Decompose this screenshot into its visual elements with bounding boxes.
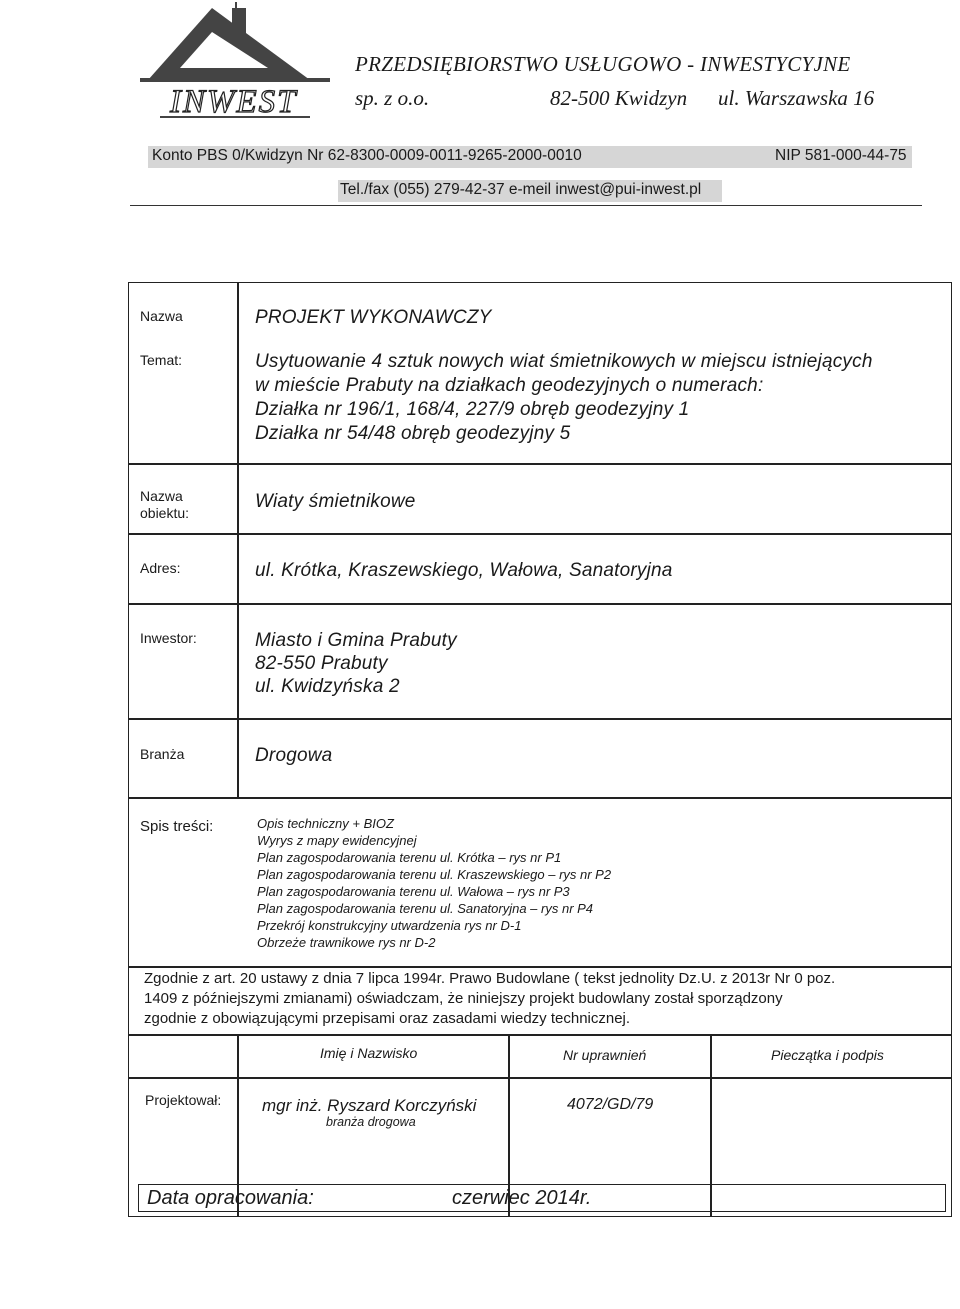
nazwa-label: Nazwa: [140, 308, 183, 324]
project-type: PROJEKT WYKONAWCZY: [255, 307, 492, 328]
contents-item: Obrzeże trawnikowe rys nr D-2: [257, 935, 436, 950]
header-divider: [130, 205, 922, 206]
contents-item: Plan zagospodarowania terenu ul. Kraszewskiego – rys nr P2: [257, 867, 612, 882]
company-name: PRZEDSIĘBIORSTWO USŁUGOWO - INWESTYCYJNE: [355, 52, 851, 76]
contents-item: Plan zagospodarowania terenu ul. Wałowa – rys nr P3: [257, 884, 570, 899]
contents-item: Plan zagospodarowania terenu ul. Krótka – rys nr P1: [257, 850, 562, 865]
logo-text: INWEST: [170, 84, 298, 120]
statement-line: Zgodnie z art. 20 ustawy z dnia 7 lipca 1994r. Prawo Budowlane ( tekst jednolity Dz.U. z 2013r Nr 0 poz.: [144, 970, 836, 987]
designer-branch: branża drogowa: [326, 1115, 416, 1129]
investor-line: Miasto i Gmina Prabuty: [255, 630, 457, 651]
obiekt-label: Nazwa: [140, 488, 183, 504]
investor-line: 82-550 Prabuty: [255, 653, 388, 674]
contents-item: Wyrys z mapy ewidencyjnej: [257, 833, 417, 848]
contents-item: Plan zagospodarowania terenu ul. Sanatoryjna – rys nr P4: [257, 901, 594, 916]
branch-value: Drogowa: [255, 745, 333, 766]
address-value: ul. Krótka, Kraszewskiego, Wałowa, Sanatoryjna: [255, 560, 673, 581]
adres-label: Adres:: [140, 560, 181, 576]
row-divider: [128, 603, 952, 605]
row-divider: [128, 533, 952, 535]
spis-label: Spis treści:: [140, 818, 214, 835]
label-column-divider: [237, 282, 239, 797]
nip-number: NIP 581-000-44-75: [775, 147, 907, 164]
col-header-name: Imię i Nazwisko: [320, 1045, 418, 1061]
company-form: sp. z o.o.: [355, 86, 430, 110]
statement-line: 1409 z późniejszymi zmianami) oświadczam, że niniejszy projekt budowlany został sporządzony: [144, 990, 783, 1007]
temat-line: w mieście Prabuty na działkach geodezyjnych o numerach:: [255, 375, 764, 396]
temat-line: Działka nr 54/48 obręb geodezyjny 5: [255, 423, 571, 444]
contents-item: Przekrój konstrukcyjny utwardzenia rys nr D-1: [257, 918, 522, 933]
row-divider: [128, 966, 952, 968]
col-header-license: Nr uprawnień: [563, 1047, 647, 1063]
date-label: Data opracowania:: [147, 1187, 314, 1209]
bank-account: Konto PBS 0/Kwidzyn Nr 62-8300-0009-0011-9265-2000-0010: [152, 147, 582, 164]
inwestor-label: Inwestor:: [140, 630, 197, 646]
company-city: 82-500 Kwidzyn: [550, 86, 688, 110]
contact-info: Tel./fax (055) 279-42-37 e-meil inwest@pui-inwest.pl: [340, 181, 702, 198]
temat-line: Działka nr 196/1, 168/4, 227/9 obręb geodezyjny 1: [255, 399, 690, 420]
temat-line: Usytuowanie 4 sztuk nowych wiat śmietnikowych w miejscu istniejących: [255, 351, 873, 372]
row-divider: [128, 797, 952, 799]
temat-label: Temat:: [140, 352, 183, 368]
row-divider: [128, 718, 952, 720]
projektowal-label: Projektował:: [145, 1092, 222, 1108]
row-divider: [128, 1034, 952, 1036]
object-name: Wiaty śmietnikowe: [255, 491, 416, 512]
contents-item: Opis techniczny + BIOZ: [257, 816, 394, 831]
branza-label: Branża: [140, 746, 185, 762]
row-divider: [128, 463, 952, 465]
statement-line: zgodnie z obowiązującymi przepisami oraz zasadami wiedzy technicznej.: [144, 1010, 631, 1027]
designer-name: mgr inż. Ryszard Korczyński: [262, 1096, 477, 1115]
obiekt-label: obiektu:: [140, 505, 190, 521]
designer-license: 4072/GD/79: [567, 1096, 654, 1113]
company-street: ul. Warszawska 16: [718, 86, 875, 110]
investor-line: ul. Kwidzyńska 2: [255, 676, 400, 697]
date-value: czerwiec 2014r.: [452, 1187, 592, 1209]
col-header-stamp: Pieczątka i podpis: [771, 1047, 884, 1063]
row-divider: [128, 1077, 952, 1079]
